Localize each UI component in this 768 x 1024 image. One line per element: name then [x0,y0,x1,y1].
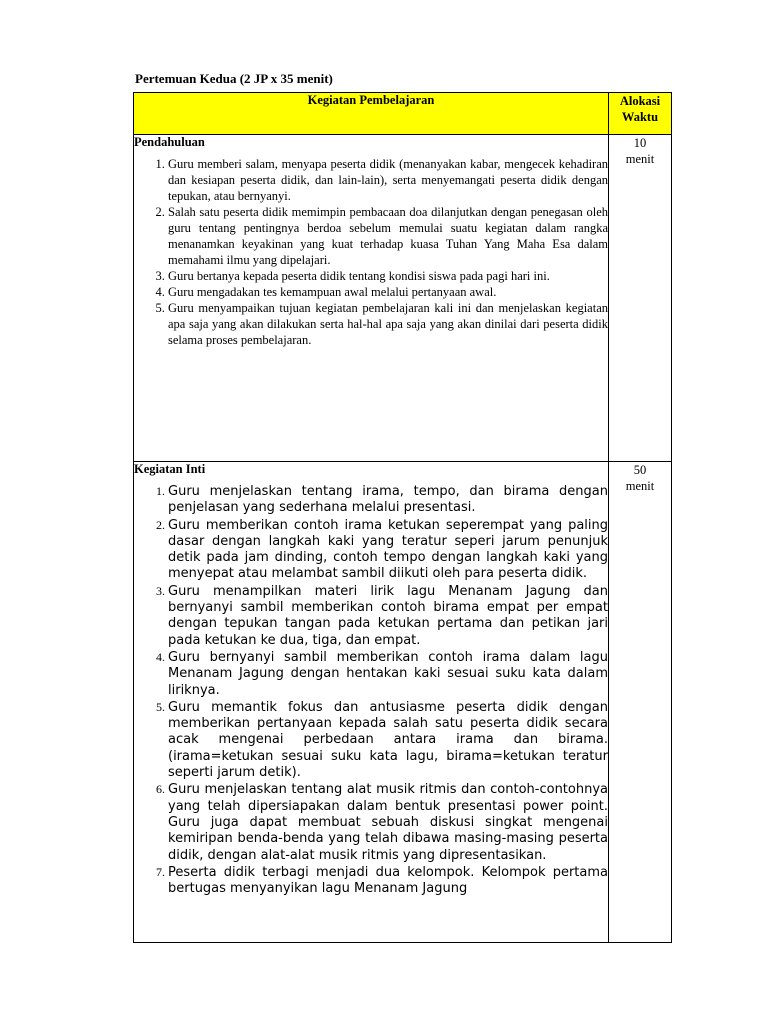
section-content [134,135,609,462]
activity-list [134,483,608,897]
list-item: 7. Peserta didik terbagi menjadi dua kelompok. Kelompok pertama bertugas menyanyikan lagu Menanam Jagung [168,864,608,898]
activity-list [134,156,608,348]
lesson-plan-table [133,92,672,943]
section-row-pendahuluan [134,135,672,462]
list-item: 5. Guru memantik fokus dan antusiasme peserta didik dengan memberikan pertanyaan kepada salah satu peserta didik secara acak mengenai perbedaan antara irama dan birama. (irama=ketukan sesuai suku kata lagu, birama=ketukan teratur seperti jarum detik). [168,699,608,781]
time-unit: menit [625,479,655,493]
time-allocation-header [609,93,672,135]
section-content [134,462,609,943]
time-header-line1: Alokasi [619,94,661,108]
list-item: 4. Guru mengadakan tes kemampuan awal melalui pertanyaan awal. [168,284,608,300]
list-item: 3. Guru bertanya kepada peserta didik tentang kondisi siswa pada pagi hari ini. [168,268,608,284]
section-time [609,135,672,462]
page-title: Pertemuan Kedua (2 JP x 35 menit) [135,71,333,86]
activity-header: Kegiatan Pembelajaran [134,93,609,135]
list-item: 1. Guru menjelaskan tentang irama, tempo, dan birama dengan penjelasan yang sederhana melalui presentasi. [168,483,608,517]
time-value: 10 [633,136,647,150]
list-item: 1. Guru memberi salam, menyapa peserta didik (menanyakan kabar, mengecek kehadiran dan kesiapan peserta didik, dan lain-lain), serta menyemangati peserta didik dengan tepukan, atau bernyanyi. [168,156,608,204]
list-item: 3. Guru menampilkan materi lirik lagu Menanam Jagung dan bernyanyi sambil memberikan contoh birama empat per empat dengan tepukan tangan pada ketukan pertama dan petikan jari pada ketukan ke dua, tiga, dan empat. [168,583,608,649]
section-title: Pendahuluan [134,135,205,149]
section-time [609,462,672,943]
time-value: 50 [633,463,647,477]
list-item: 4. Guru bernyanyi sambil memberikan contoh irama dalam lagu Menanam Jagung dengan hentakan kaki sesuai suku kata dalam liriknya. [168,649,608,699]
section-row-kegiatan-inti [134,462,672,943]
table-header-row [134,93,672,135]
list-item: 2. Salah satu peserta didik memimpin pembacaan doa dilanjutkan dengan penegasan oleh guru tentang pentingnya berdoa sebelum memulai suatu kegiatan dalam rangka menanamkan keyakinan yang kuat terhadap kuasa Tuhan Yang Maha Esa dalam memahami ilmu yang dipelajari. [168,204,608,268]
time-header-line2: Waktu [621,110,659,124]
list-item: 2. Guru memberikan contoh irama ketukan seperempat yang paling dasar dengan langkah kaki yang teratur seperi jarum penunjuk detik pada jam dinding, contoh tempo dengan langkah kaki yang menyepat atau melambat sambil diikuti oleh para peserta didik. [168,517,608,583]
list-item: 5. Guru menyampaikan tujuan kegiatan pembelajaran kali ini dan menjelaskan kegiatan apa saja yang akan dilakukan serta hal-hal apa saja yang akan dinilai dari peserta didik selama proses pembelajaran. [168,300,608,348]
list-item: 6. Guru menjelaskan tentang alat musik ritmis dan contoh-contohnya yang telah dipersiapakan dalam bentuk presentasi power point. Guru juga dapat membuat sebuah diskusi singkat mengenai kemiripan benda-benda yang telah dibawa masing-masing peserta didik, dengan alat-alat musik ritmis yang dipresentasikan. [168,781,608,863]
time-unit: menit [625,152,655,166]
section-title: Kegiatan Inti [134,462,206,476]
